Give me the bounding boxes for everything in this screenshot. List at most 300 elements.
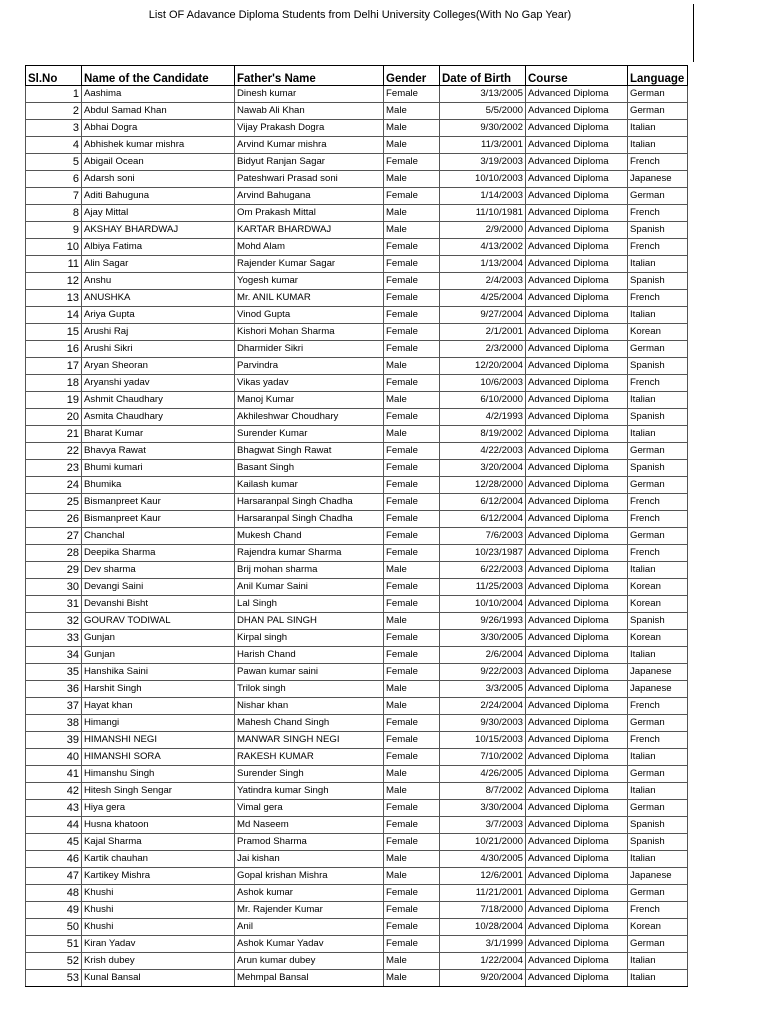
dob-cell: 12/6/2001 — [440, 868, 526, 885]
course-cell: Advanced Diploma — [526, 86, 628, 103]
table-row — [26, 103, 688, 120]
table-row — [26, 732, 688, 749]
dob-cell: 4/25/2004 — [440, 290, 526, 307]
table-row — [26, 664, 688, 681]
dob-cell: 1/14/2003 — [440, 188, 526, 205]
father-name-cell: Vimal gera — [235, 800, 384, 817]
table-row — [26, 919, 688, 936]
father-name-cell: Ashok kumar — [235, 885, 384, 902]
language-cell: German — [628, 715, 688, 732]
father-name-cell: Arun kumar dubey — [235, 953, 384, 970]
father-name-cell: Lal Singh — [235, 596, 384, 613]
candidate-name-cell: Albiya Fatima — [82, 239, 235, 256]
gender-cell: Female — [384, 936, 440, 953]
father-name-cell: Nishar khan — [235, 698, 384, 715]
table-row — [26, 290, 688, 307]
language-cell: French — [628, 545, 688, 562]
header-gender: Gender — [384, 66, 440, 86]
table-row — [26, 596, 688, 613]
course-cell: Advanced Diploma — [526, 392, 628, 409]
document-title: List OF Adavance Diploma Students from Delhi University Colleges(With No Gap Year) — [148, 9, 572, 21]
dob-cell: 3/19/2003 — [440, 154, 526, 171]
candidate-name-cell: Arushi Sikri — [82, 341, 235, 358]
course-cell: Advanced Diploma — [526, 477, 628, 494]
course-cell: Advanced Diploma — [526, 698, 628, 715]
course-cell: Advanced Diploma — [526, 596, 628, 613]
course-cell: Advanced Diploma — [526, 953, 628, 970]
language-cell: French — [628, 205, 688, 222]
sl-no-cell: 10 — [26, 239, 82, 256]
candidate-name-cell: AKSHAY BHARDWAJ — [82, 222, 235, 239]
father-name-cell: Pramod Sharma — [235, 834, 384, 851]
table-row — [26, 409, 688, 426]
sl-no-cell: 27 — [26, 528, 82, 545]
language-cell: German — [628, 443, 688, 460]
table-row — [26, 341, 688, 358]
dob-cell: 10/23/1987 — [440, 545, 526, 562]
gender-cell: Male — [384, 851, 440, 868]
father-name-cell: Surender Singh — [235, 766, 384, 783]
course-cell: Advanced Diploma — [526, 137, 628, 154]
course-cell: Advanced Diploma — [526, 749, 628, 766]
gender-cell: Female — [384, 409, 440, 426]
gender-cell: Female — [384, 239, 440, 256]
table-row — [26, 256, 688, 273]
candidate-name-cell: Abigail Ocean — [82, 154, 235, 171]
table-row — [26, 545, 688, 562]
candidate-name-cell: Dev sharma — [82, 562, 235, 579]
father-name-cell: Arvind Kumar mishra — [235, 137, 384, 154]
candidate-name-cell: Aryanshi yadav — [82, 375, 235, 392]
course-cell: Advanced Diploma — [526, 494, 628, 511]
table-row — [26, 630, 688, 647]
candidate-name-cell: Khushi — [82, 919, 235, 936]
language-cell: Spanish — [628, 613, 688, 630]
table-row — [26, 528, 688, 545]
course-cell: Advanced Diploma — [526, 375, 628, 392]
gender-cell: Female — [384, 630, 440, 647]
dob-cell: 10/28/2004 — [440, 919, 526, 936]
course-cell: Advanced Diploma — [526, 426, 628, 443]
table-row — [26, 715, 688, 732]
candidate-name-cell: HIMANSHI SORA — [82, 749, 235, 766]
father-name-cell: Arvind Bahugana — [235, 188, 384, 205]
sl-no-cell: 29 — [26, 562, 82, 579]
gender-cell: Female — [384, 154, 440, 171]
father-name-cell: Harsaranpal Singh Chadha — [235, 511, 384, 528]
course-cell: Advanced Diploma — [526, 545, 628, 562]
gender-cell: Female — [384, 800, 440, 817]
course-cell: Advanced Diploma — [526, 239, 628, 256]
dob-cell: 3/7/2003 — [440, 817, 526, 834]
language-cell: Japanese — [628, 681, 688, 698]
candidate-name-cell: Bharat Kumar — [82, 426, 235, 443]
gender-cell: Female — [384, 290, 440, 307]
header-course: Course — [526, 66, 628, 86]
sl-no-cell: 7 — [26, 188, 82, 205]
sl-no-cell: 48 — [26, 885, 82, 902]
sl-no-cell: 20 — [26, 409, 82, 426]
table-row — [26, 851, 688, 868]
language-cell: French — [628, 902, 688, 919]
sl-no-cell: 13 — [26, 290, 82, 307]
course-cell: Advanced Diploma — [526, 290, 628, 307]
gender-cell: Female — [384, 307, 440, 324]
father-name-cell: Yatindra kumar Singh — [235, 783, 384, 800]
sl-no-cell: 33 — [26, 630, 82, 647]
language-cell: German — [628, 103, 688, 120]
table-row — [26, 511, 688, 528]
dob-cell: 11/25/2003 — [440, 579, 526, 596]
language-cell: Italian — [628, 426, 688, 443]
father-name-cell: Anil — [235, 919, 384, 936]
language-cell: French — [628, 290, 688, 307]
course-cell: Advanced Diploma — [526, 664, 628, 681]
course-cell: Advanced Diploma — [526, 460, 628, 477]
sl-no-cell: 12 — [26, 273, 82, 290]
sl-no-cell: 34 — [26, 647, 82, 664]
father-name-cell: Mohd Alam — [235, 239, 384, 256]
course-cell: Advanced Diploma — [526, 970, 628, 987]
father-name-cell: Bhagwat Singh Rawat — [235, 443, 384, 460]
course-cell: Advanced Diploma — [526, 358, 628, 375]
father-name-cell: Pateshwari Prasad soni — [235, 171, 384, 188]
candidate-name-cell: Kajal Sharma — [82, 834, 235, 851]
gender-cell: Female — [384, 477, 440, 494]
father-name-cell: Trilok singh — [235, 681, 384, 698]
language-cell: French — [628, 732, 688, 749]
language-cell: Spanish — [628, 358, 688, 375]
candidate-name-cell: Abhai Dogra — [82, 120, 235, 137]
sl-no-cell: 43 — [26, 800, 82, 817]
language-cell: French — [628, 494, 688, 511]
dob-cell: 4/22/2003 — [440, 443, 526, 460]
dob-cell: 2/6/2004 — [440, 647, 526, 664]
gender-cell: Female — [384, 273, 440, 290]
table-row — [26, 205, 688, 222]
dob-cell: 11/10/1981 — [440, 205, 526, 222]
father-name-cell: Mr. Rajender Kumar — [235, 902, 384, 919]
dob-cell: 11/21/2001 — [440, 885, 526, 902]
language-cell: Italian — [628, 256, 688, 273]
table-row — [26, 222, 688, 239]
course-cell: Advanced Diploma — [526, 256, 628, 273]
gender-cell: Male — [384, 868, 440, 885]
table-row — [26, 579, 688, 596]
dob-cell: 3/1/1999 — [440, 936, 526, 953]
table-row — [26, 239, 688, 256]
gender-cell: Female — [384, 715, 440, 732]
course-cell: Advanced Diploma — [526, 834, 628, 851]
course-cell: Advanced Diploma — [526, 324, 628, 341]
course-cell: Advanced Diploma — [526, 817, 628, 834]
table-row — [26, 953, 688, 970]
father-name-cell: Basant Singh — [235, 460, 384, 477]
dob-cell: 9/20/2004 — [440, 970, 526, 987]
header-father-name: Father's Name — [235, 66, 384, 86]
dob-cell: 1/22/2004 — [440, 953, 526, 970]
sl-no-cell: 35 — [26, 664, 82, 681]
father-name-cell: Mehmpal Bansal — [235, 970, 384, 987]
gender-cell: Female — [384, 324, 440, 341]
gender-cell: Female — [384, 341, 440, 358]
language-cell: Italian — [628, 749, 688, 766]
sl-no-cell: 52 — [26, 953, 82, 970]
sl-no-cell: 23 — [26, 460, 82, 477]
father-name-cell: Mukesh Chand — [235, 528, 384, 545]
language-cell: Italian — [628, 970, 688, 987]
table-row — [26, 358, 688, 375]
language-cell: German — [628, 341, 688, 358]
language-cell: German — [628, 936, 688, 953]
dob-cell: 7/18/2000 — [440, 902, 526, 919]
gender-cell: Female — [384, 188, 440, 205]
students-table — [25, 65, 688, 987]
father-name-cell: Brij mohan sharma — [235, 562, 384, 579]
course-cell: Advanced Diploma — [526, 273, 628, 290]
language-cell: German — [628, 885, 688, 902]
table-row — [26, 154, 688, 171]
sl-no-cell: 6 — [26, 171, 82, 188]
course-cell: Advanced Diploma — [526, 936, 628, 953]
gender-cell: Male — [384, 103, 440, 120]
sl-no-cell: 37 — [26, 698, 82, 715]
header-date-of-birth: Date of Birth — [440, 66, 526, 86]
language-cell: Italian — [628, 137, 688, 154]
gender-cell: Female — [384, 817, 440, 834]
father-name-cell: Anil Kumar Saini — [235, 579, 384, 596]
table-row — [26, 443, 688, 460]
sl-no-cell: 32 — [26, 613, 82, 630]
table-row — [26, 477, 688, 494]
sl-no-cell: 19 — [26, 392, 82, 409]
sl-no-cell: 44 — [26, 817, 82, 834]
sl-no-cell: 9 — [26, 222, 82, 239]
dob-cell: 12/28/2000 — [440, 477, 526, 494]
table-row — [26, 613, 688, 630]
table-row — [26, 800, 688, 817]
course-cell: Advanced Diploma — [526, 120, 628, 137]
candidate-name-cell: Deepika Sharma — [82, 545, 235, 562]
language-cell: German — [628, 800, 688, 817]
language-cell: German — [628, 477, 688, 494]
candidate-name-cell: Bhumi kumari — [82, 460, 235, 477]
language-cell: German — [628, 188, 688, 205]
father-name-cell: DHAN PAL SINGH — [235, 613, 384, 630]
candidate-name-cell: Hitesh Singh Sengar — [82, 783, 235, 800]
dob-cell: 10/21/2000 — [440, 834, 526, 851]
gender-cell: Female — [384, 749, 440, 766]
sl-no-cell: 42 — [26, 783, 82, 800]
sl-no-cell: 31 — [26, 596, 82, 613]
candidate-name-cell: Husna khatoon — [82, 817, 235, 834]
candidate-name-cell: Khushi — [82, 902, 235, 919]
father-name-cell: Vikas yadav — [235, 375, 384, 392]
gender-cell: Female — [384, 375, 440, 392]
dob-cell: 10/10/2003 — [440, 171, 526, 188]
father-name-cell: Surender Kumar — [235, 426, 384, 443]
gender-cell: Female — [384, 834, 440, 851]
gender-cell: Male — [384, 681, 440, 698]
language-cell: Spanish — [628, 834, 688, 851]
sl-no-cell: 5 — [26, 154, 82, 171]
dob-cell: 6/22/2003 — [440, 562, 526, 579]
table-row — [26, 783, 688, 800]
candidate-name-cell: Khushi — [82, 885, 235, 902]
sl-no-cell: 47 — [26, 868, 82, 885]
table-header-row — [26, 66, 688, 86]
header-candidate-name: Name of the Candidate — [82, 66, 235, 86]
candidate-name-cell: Kunal Bansal — [82, 970, 235, 987]
sl-no-cell: 22 — [26, 443, 82, 460]
father-name-cell: Kailash kumar — [235, 477, 384, 494]
dob-cell: 3/3/2005 — [440, 681, 526, 698]
sl-no-cell: 8 — [26, 205, 82, 222]
sl-no-cell: 14 — [26, 307, 82, 324]
father-name-cell: KARTAR BHARDWAJ — [235, 222, 384, 239]
gender-cell: Female — [384, 494, 440, 511]
header-sl-no: Sl.No — [26, 66, 82, 86]
dob-cell: 5/5/2000 — [440, 103, 526, 120]
language-cell: French — [628, 154, 688, 171]
course-cell: Advanced Diploma — [526, 766, 628, 783]
table-row — [26, 817, 688, 834]
gender-cell: Female — [384, 664, 440, 681]
candidate-name-cell: Chanchal — [82, 528, 235, 545]
table-row — [26, 868, 688, 885]
gender-cell: Male — [384, 783, 440, 800]
sl-no-cell: 24 — [26, 477, 82, 494]
candidate-name-cell: Devanshi Bisht — [82, 596, 235, 613]
candidate-name-cell: Himangi — [82, 715, 235, 732]
gender-cell: Female — [384, 919, 440, 936]
course-cell: Advanced Diploma — [526, 103, 628, 120]
language-cell: Korean — [628, 630, 688, 647]
course-cell: Advanced Diploma — [526, 154, 628, 171]
language-cell: French — [628, 375, 688, 392]
language-cell: Italian — [628, 953, 688, 970]
candidate-name-cell: Kiran Yadav — [82, 936, 235, 953]
gender-cell: Female — [384, 511, 440, 528]
gender-cell: Female — [384, 545, 440, 562]
gender-cell: Female — [384, 647, 440, 664]
sl-no-cell: 17 — [26, 358, 82, 375]
father-name-cell: Rajender Kumar Sagar — [235, 256, 384, 273]
table-row — [26, 188, 688, 205]
sl-no-cell: 11 — [26, 256, 82, 273]
gender-cell: Male — [384, 205, 440, 222]
dob-cell: 6/12/2004 — [440, 511, 526, 528]
father-name-cell: Pawan kumar saini — [235, 664, 384, 681]
course-cell: Advanced Diploma — [526, 732, 628, 749]
course-cell: Advanced Diploma — [526, 868, 628, 885]
gender-cell: Female — [384, 528, 440, 545]
language-cell: Italian — [628, 851, 688, 868]
dob-cell: 3/20/2004 — [440, 460, 526, 477]
gender-cell: Female — [384, 732, 440, 749]
language-cell: Japanese — [628, 664, 688, 681]
father-name-cell: Manoj Kumar — [235, 392, 384, 409]
language-cell: French — [628, 511, 688, 528]
sl-no-cell: 46 — [26, 851, 82, 868]
candidate-name-cell: Bhumika — [82, 477, 235, 494]
gender-cell: Male — [384, 358, 440, 375]
father-name-cell: Parvindra — [235, 358, 384, 375]
course-cell: Advanced Diploma — [526, 511, 628, 528]
sl-no-cell: 41 — [26, 766, 82, 783]
sl-no-cell: 3 — [26, 120, 82, 137]
candidate-name-cell: Aditi Bahuguna — [82, 188, 235, 205]
gender-cell: Male — [384, 392, 440, 409]
table-row — [26, 171, 688, 188]
sl-no-cell: 49 — [26, 902, 82, 919]
candidate-name-cell: Devangi Saini — [82, 579, 235, 596]
dob-cell: 4/26/2005 — [440, 766, 526, 783]
dob-cell: 2/4/2003 — [440, 273, 526, 290]
dob-cell: 10/15/2003 — [440, 732, 526, 749]
language-cell: Spanish — [628, 273, 688, 290]
sl-no-cell: 26 — [26, 511, 82, 528]
table-row — [26, 392, 688, 409]
table-row — [26, 970, 688, 987]
language-cell: Spanish — [628, 222, 688, 239]
language-cell: Korean — [628, 919, 688, 936]
table-row — [26, 137, 688, 154]
father-name-cell: Yogesh kumar — [235, 273, 384, 290]
table-row — [26, 460, 688, 477]
father-name-cell: Vijay Prakash Dogra — [235, 120, 384, 137]
dob-cell: 7/10/2002 — [440, 749, 526, 766]
sl-no-cell: 40 — [26, 749, 82, 766]
father-name-cell: Akhileshwar Choudhary — [235, 409, 384, 426]
course-cell: Advanced Diploma — [526, 205, 628, 222]
course-cell: Advanced Diploma — [526, 851, 628, 868]
sl-no-cell: 21 — [26, 426, 82, 443]
father-name-cell: Mr. ANIL KUMAR — [235, 290, 384, 307]
candidate-name-cell: Ariya Gupta — [82, 307, 235, 324]
father-name-cell: Dinesh kumar — [235, 86, 384, 103]
gender-cell: Female — [384, 443, 440, 460]
language-cell: Spanish — [628, 817, 688, 834]
course-cell: Advanced Diploma — [526, 307, 628, 324]
course-cell: Advanced Diploma — [526, 902, 628, 919]
dob-cell: 2/9/2000 — [440, 222, 526, 239]
candidate-name-cell: Gunjan — [82, 630, 235, 647]
dob-cell: 12/20/2004 — [440, 358, 526, 375]
dob-cell: 6/12/2004 — [440, 494, 526, 511]
gender-cell: Female — [384, 885, 440, 902]
father-name-cell: Ashok Kumar Yadav — [235, 936, 384, 953]
dob-cell: 7/6/2003 — [440, 528, 526, 545]
candidate-name-cell: Alin Sagar — [82, 256, 235, 273]
table-row — [26, 885, 688, 902]
candidate-name-cell: GOURAV TODIWAL — [82, 613, 235, 630]
language-cell: Italian — [628, 392, 688, 409]
candidate-name-cell: Anshu — [82, 273, 235, 290]
sl-no-cell: 25 — [26, 494, 82, 511]
gender-cell: Male — [384, 562, 440, 579]
course-cell: Advanced Diploma — [526, 800, 628, 817]
course-cell: Advanced Diploma — [526, 188, 628, 205]
language-cell: Italian — [628, 783, 688, 800]
candidate-name-cell: Abdul Samad Khan — [82, 103, 235, 120]
sl-no-cell: 4 — [26, 137, 82, 154]
course-cell: Advanced Diploma — [526, 443, 628, 460]
gender-cell: Male — [384, 120, 440, 137]
table-row — [26, 698, 688, 715]
sl-no-cell: 18 — [26, 375, 82, 392]
language-cell: French — [628, 698, 688, 715]
